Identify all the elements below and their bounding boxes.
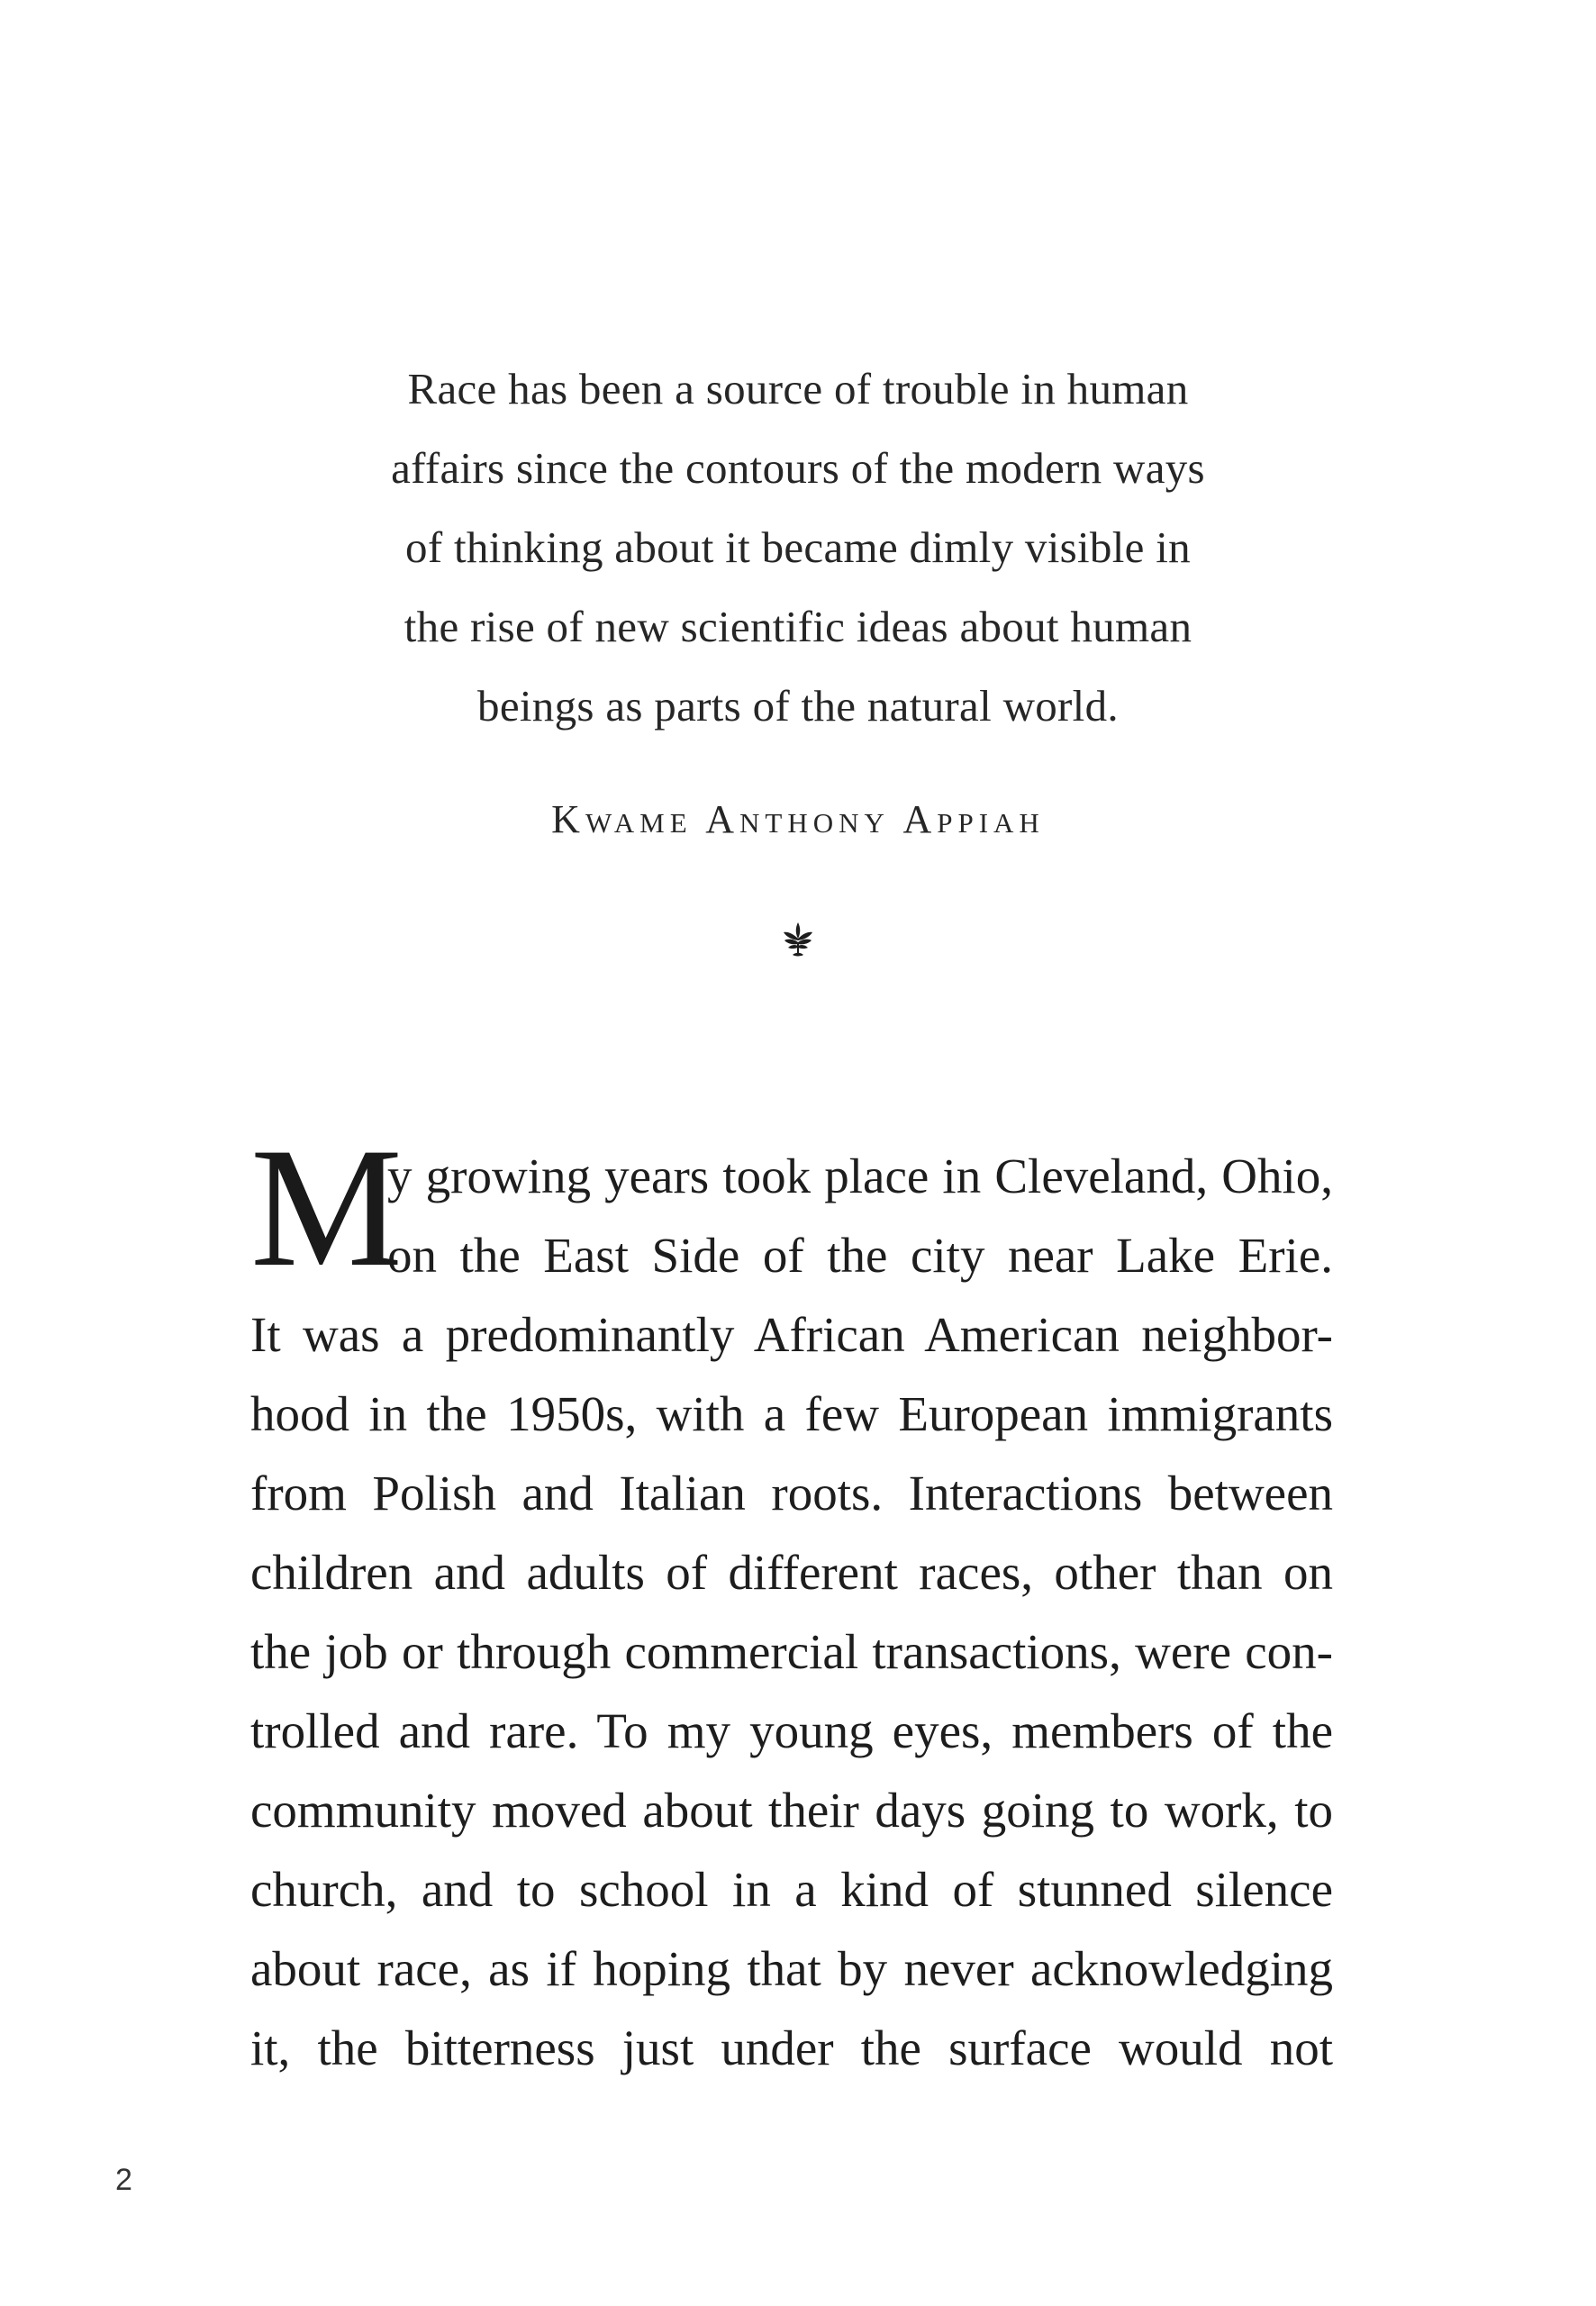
body-line: church, and to school in a kind of stunned silence (250, 1862, 1333, 1917)
body-line: it, the bitterness just under the surface would not (250, 2020, 1333, 2075)
epigraph-line: of thinking about it became dimly visible in (405, 522, 1191, 572)
body-text (250, 1113, 1333, 2088)
epigraph-line: Race has been a source of trouble in human (407, 364, 1189, 413)
body-line: about race, as if hoping that by never acknowledging (250, 1941, 1333, 1996)
body-line: on the East Side of the city near Lake Erie. (387, 1228, 1333, 1283)
body-line: the job or through commercial transactions, were con- (250, 1624, 1333, 1679)
body-line: It was a predominantly African American neighbor- (250, 1307, 1333, 1362)
body-line: hood in the 1950s, with a few European immigrants (250, 1386, 1333, 1441)
body-line: community moved about their days going to work, to (250, 1783, 1333, 1838)
epigraph-line: the rise of new scientific ideas about human (404, 602, 1192, 651)
body-line: from Polish and Italian roots. Interactions between (250, 1466, 1333, 1521)
body-line: trolled and rare. To my young eyes, members of the (250, 1703, 1333, 1758)
drop-cap: M (250, 1113, 403, 1303)
epigraph-attribution: Kwame Anthony Appiah (551, 797, 1045, 841)
body-line: y growing years took place in Cleveland, Ohio, (387, 1148, 1333, 1203)
epigraph (270, 350, 1326, 746)
epigraph-line: beings as parts of the natural world. (477, 681, 1119, 731)
leaf-ornament-icon (776, 919, 820, 962)
epigraph-line: affairs since the contours of the modern ways (391, 443, 1205, 493)
page-number: 2 (115, 2163, 132, 2197)
body-line: children and adults of different races, other than on (250, 1545, 1333, 1600)
